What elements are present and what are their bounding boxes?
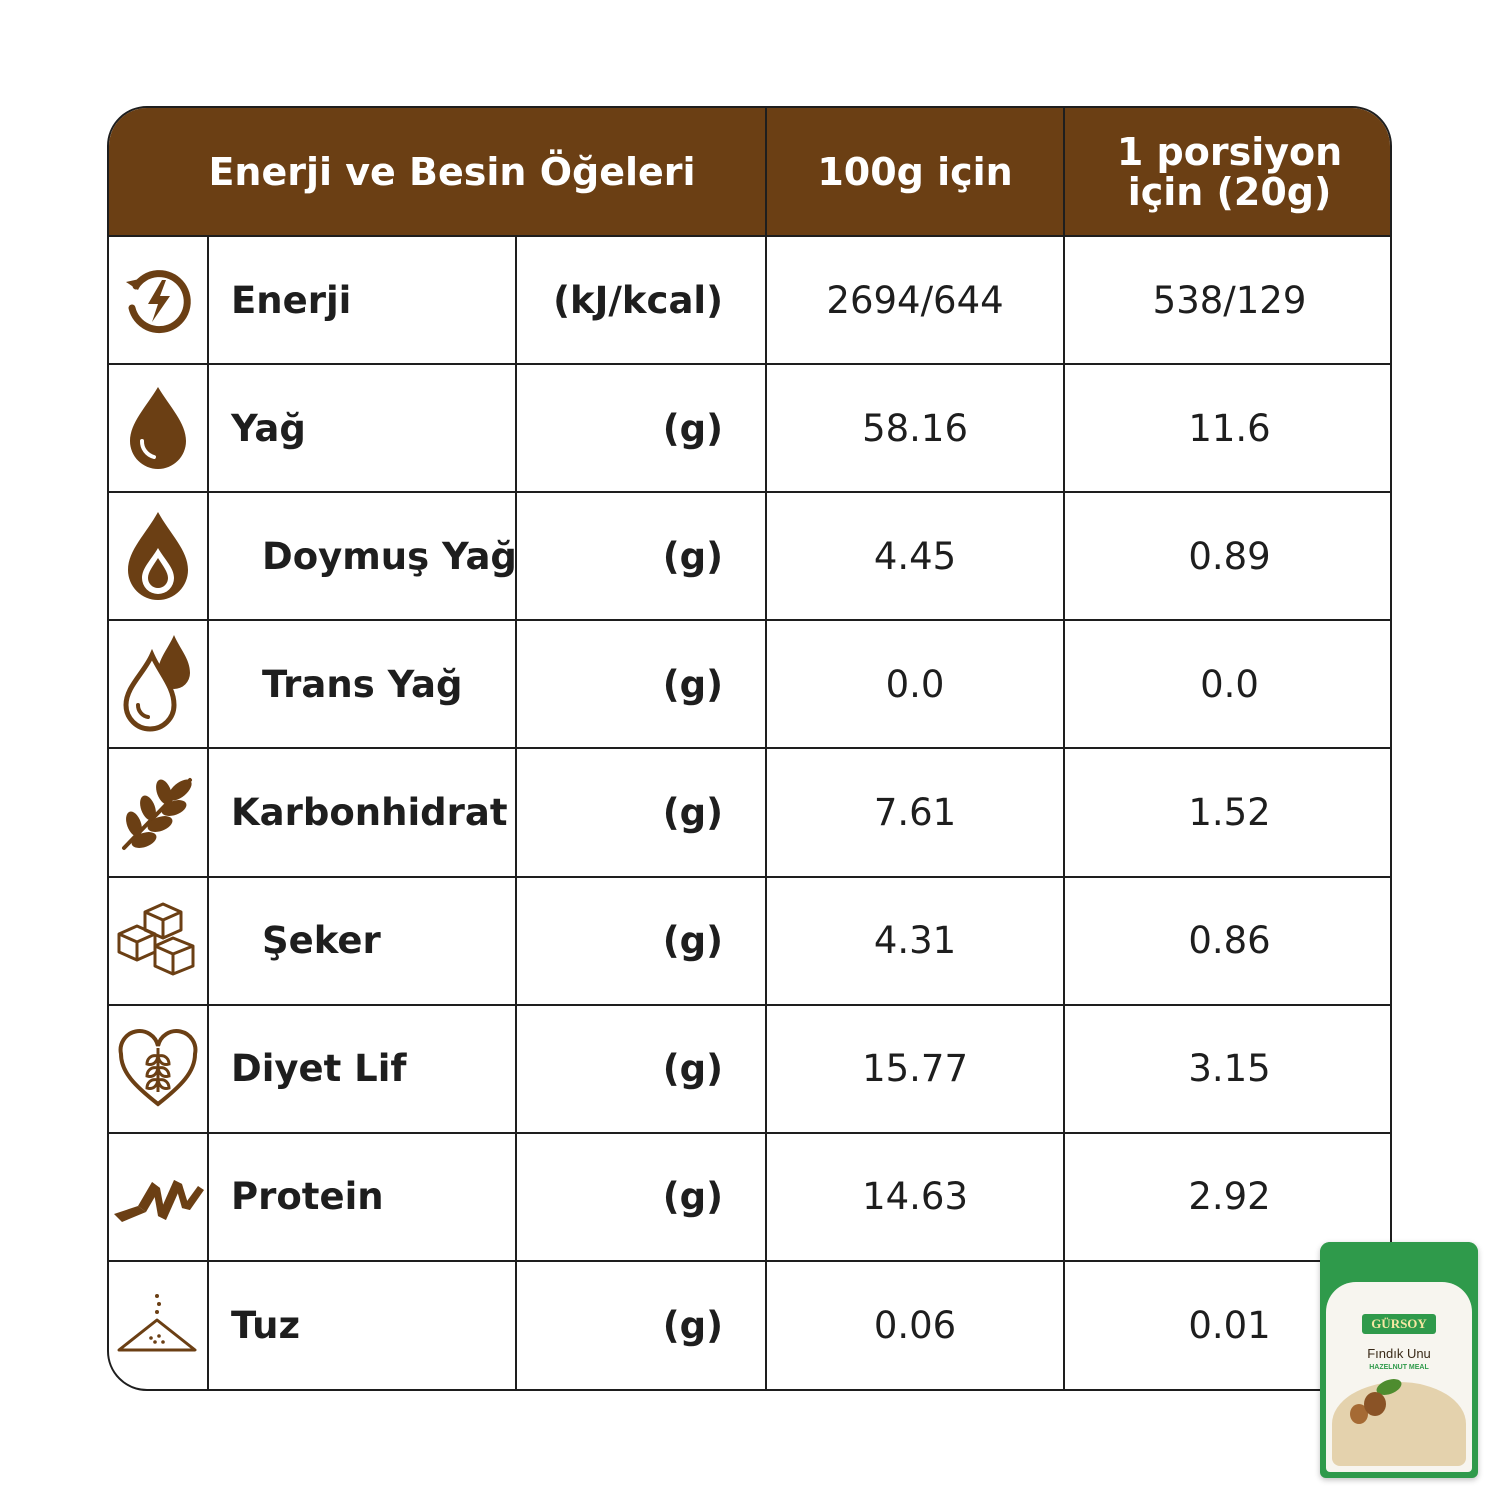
table-row (109, 364, 1392, 492)
row-value-portion: 0.86 (1064, 877, 1392, 1005)
sugar-cubes-icon (115, 898, 201, 984)
salt-pile-icon (115, 1290, 201, 1360)
fat-drop-icon (118, 383, 198, 473)
row-name: Tuz (208, 1261, 516, 1389)
row-value-100g: 58.16 (766, 364, 1064, 492)
hazelnut-meal-image (1332, 1382, 1466, 1466)
row-value-100g: 2694/644 (766, 236, 1064, 364)
hazelnut-icon (1364, 1392, 1386, 1416)
row-value-portion: 0.89 (1064, 492, 1392, 620)
row-name: Yağ (208, 364, 516, 492)
row-value-portion: 2.92 (1064, 1133, 1392, 1261)
row-value-100g: 0.0 (766, 620, 1064, 748)
row-unit: (g) (516, 1261, 766, 1389)
product-subtitle: HAZELNUT MEAL (1369, 1364, 1429, 1371)
row-name: Protein (208, 1133, 516, 1261)
wheat-icon (116, 770, 200, 854)
header-nutrients: Enerji ve Besin Öğeleri (109, 108, 766, 236)
row-unit: (g) (516, 1005, 766, 1133)
row-name: Diyet Lif (208, 1005, 516, 1133)
table-row (109, 877, 1392, 1005)
fiber-heart-icon (115, 1026, 201, 1112)
table-header-row (109, 108, 1392, 236)
row-value-100g: 7.61 (766, 748, 1064, 876)
energy-icon (118, 260, 198, 340)
table-row (109, 236, 1392, 364)
header-per-portion (1064, 108, 1392, 236)
protein-helix-icon (112, 1162, 204, 1232)
row-value-100g: 4.31 (766, 877, 1064, 1005)
row-name: Karbonhidrat (208, 748, 516, 876)
product-package-image (1320, 1242, 1478, 1478)
row-name: Şeker (208, 877, 516, 1005)
nutrition-table (107, 106, 1392, 1391)
table-row (109, 492, 1392, 620)
row-value-portion: 0.01 (1064, 1261, 1392, 1389)
brand-logo: GÜRSOY (1362, 1314, 1436, 1334)
row-name: Trans Yağ (208, 620, 516, 748)
row-value-portion: 3.15 (1064, 1005, 1392, 1133)
row-name: Enerji (208, 236, 516, 364)
table-row (109, 620, 1392, 748)
header-per-portion-line1: 1 porsiyon (1116, 129, 1343, 174)
row-name: Doymuş Yağ (208, 492, 516, 620)
row-value-portion: 1.52 (1064, 748, 1392, 876)
row-unit: (g) (516, 1133, 766, 1261)
row-value-portion: 538/129 (1064, 236, 1392, 364)
row-value-portion: 11.6 (1064, 364, 1392, 492)
row-value-100g: 4.45 (766, 492, 1064, 620)
row-unit: (g) (516, 364, 766, 492)
header-per-100g: 100g için (766, 108, 1064, 236)
row-unit: (g) (516, 620, 766, 748)
table-row (109, 1261, 1392, 1389)
row-value-100g: 0.06 (766, 1261, 1064, 1389)
row-unit: (g) (516, 492, 766, 620)
row-value-portion: 0.0 (1064, 620, 1392, 748)
row-unit: (kJ/kcal) (516, 236, 766, 364)
table-row (109, 1133, 1392, 1261)
row-value-100g: 14.63 (766, 1133, 1064, 1261)
header-per-portion-line2: için (20g) (1127, 169, 1332, 214)
row-unit: (g) (516, 748, 766, 876)
row-unit: (g) (516, 877, 766, 1005)
table-row (109, 748, 1392, 876)
saturated-fat-icon (118, 508, 198, 604)
table-row (109, 1005, 1392, 1133)
product-name: Fındık Unu (1367, 1346, 1431, 1361)
trans-fat-icon (116, 629, 200, 739)
row-value-100g: 15.77 (766, 1005, 1064, 1133)
